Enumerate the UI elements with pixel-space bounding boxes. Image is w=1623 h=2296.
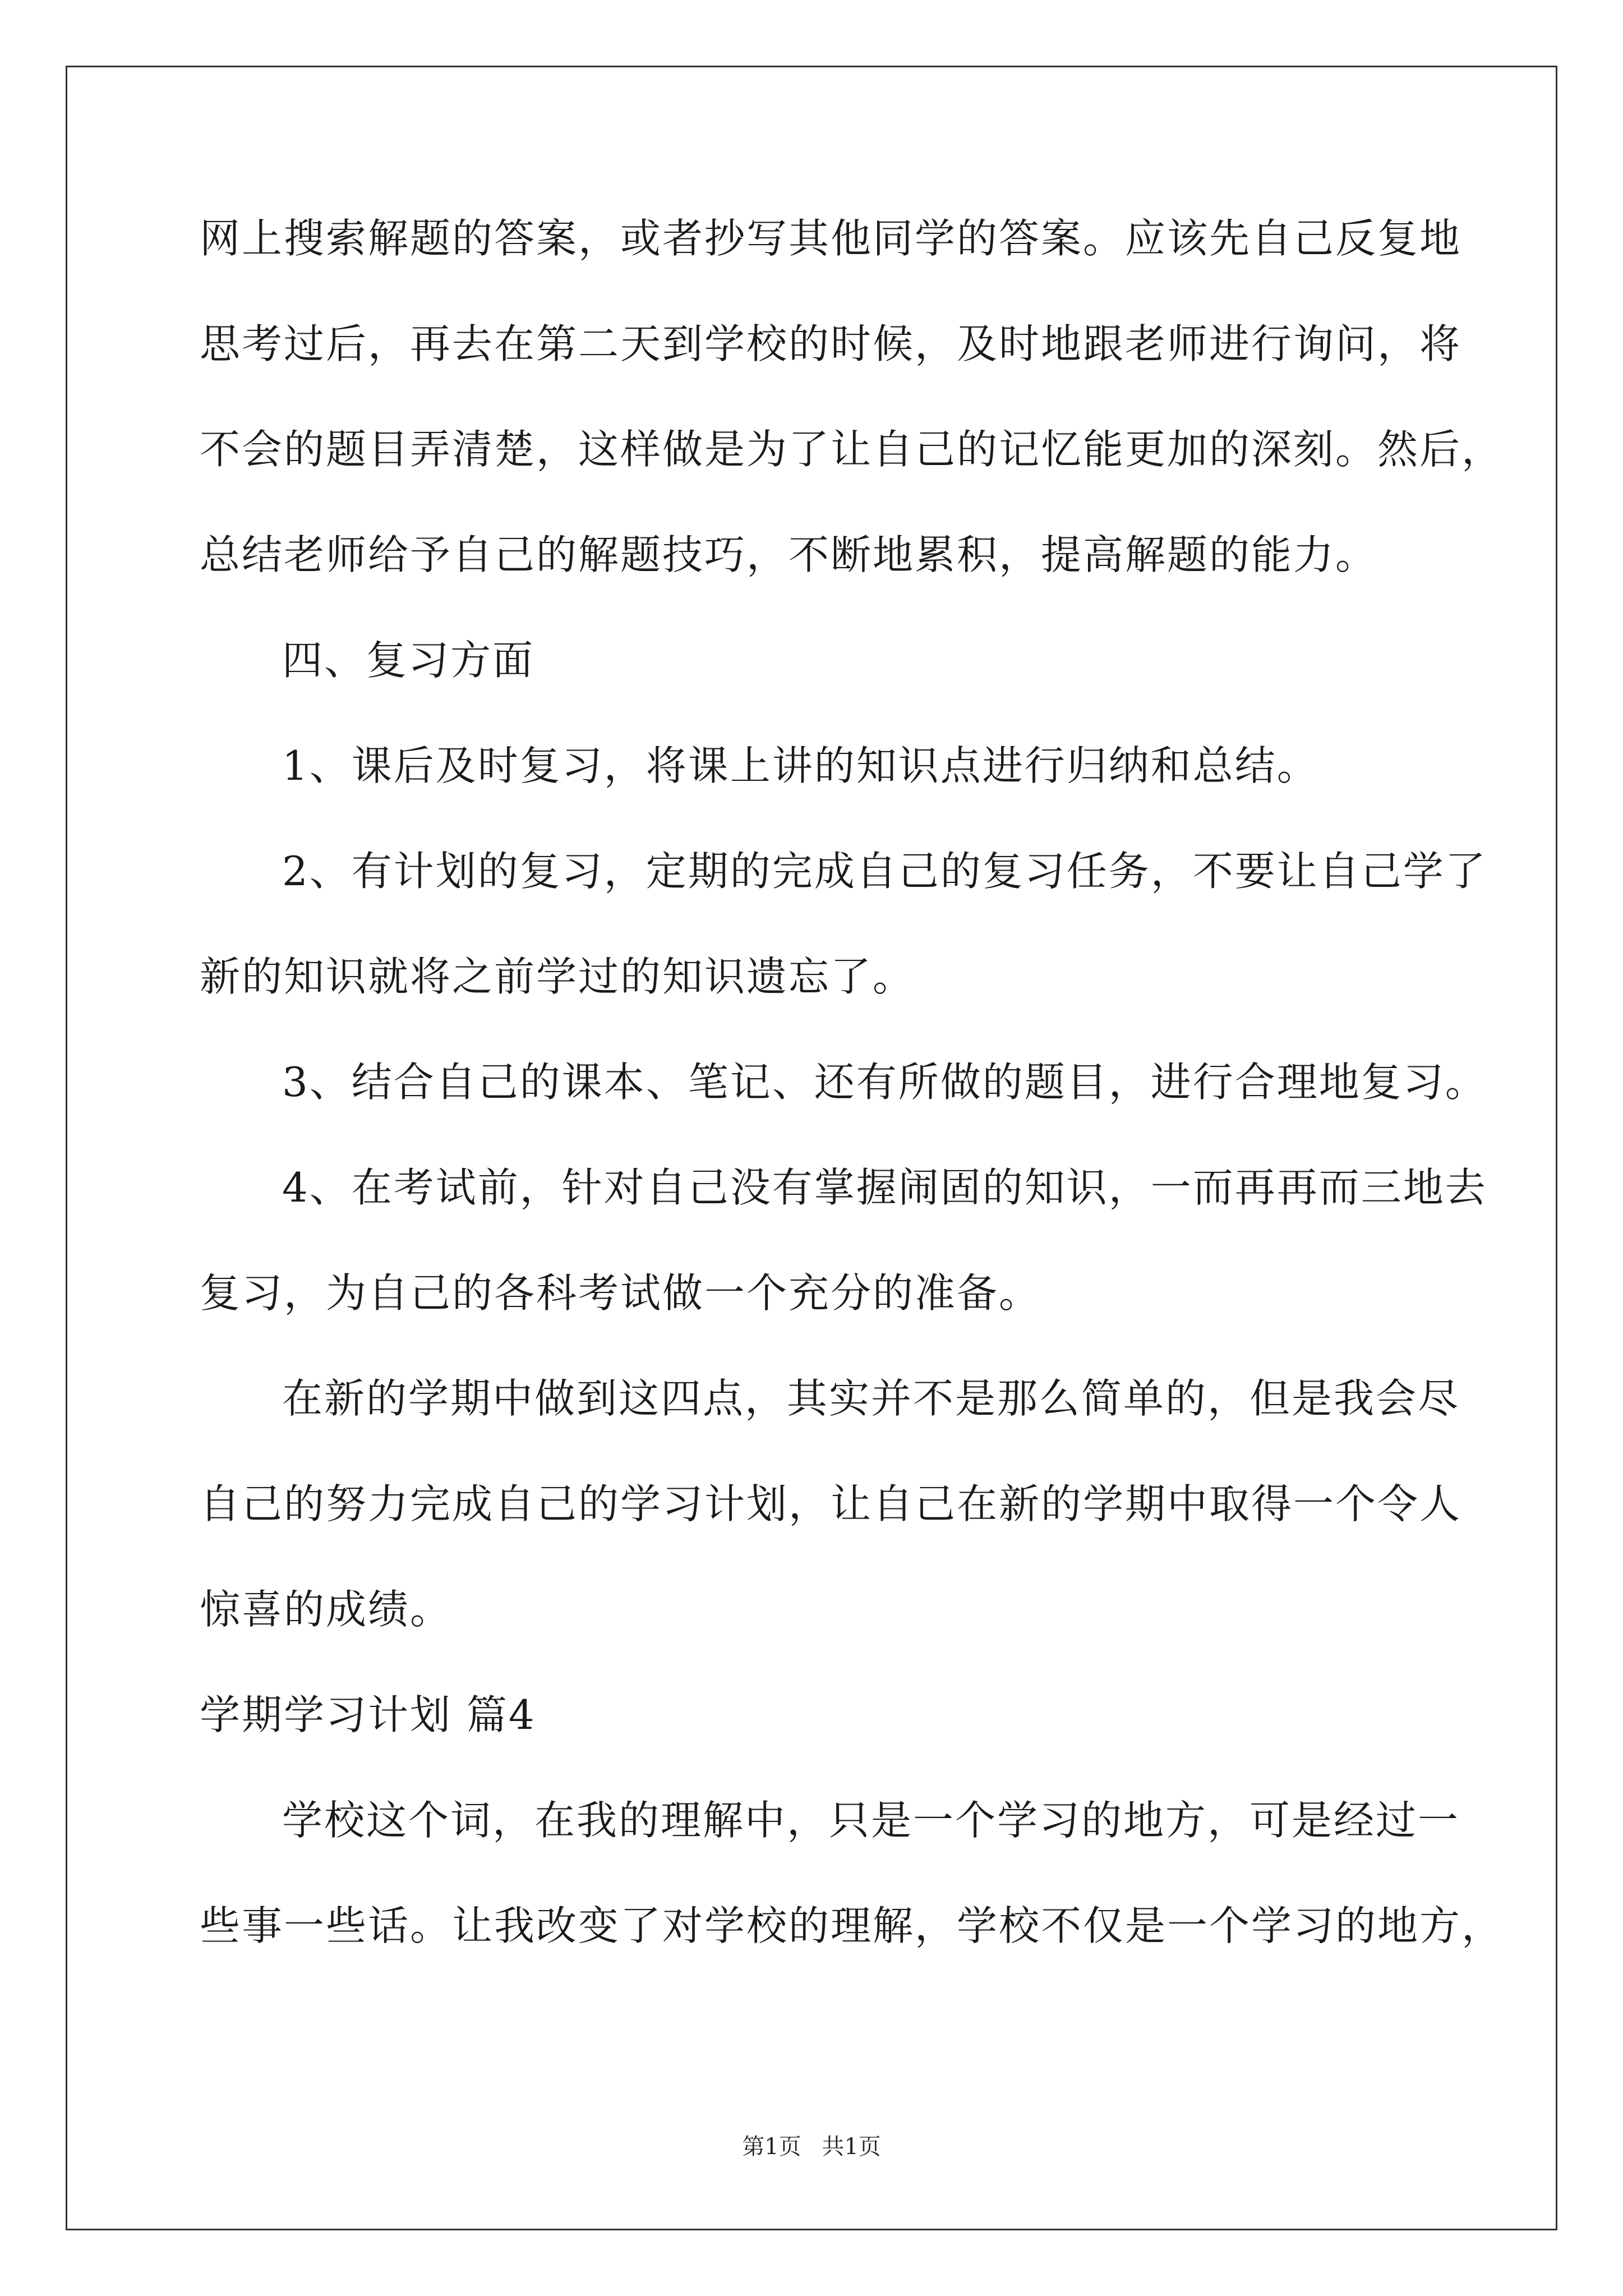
paragraph-line: 思考过后，再去在第二天到学校的时候，及时地跟老师进行询问，将 [200, 320, 1462, 367]
paragraph-line: 复习，为自己的各科考试做一个充分的准备。 [200, 1269, 1041, 1317]
section-heading: 四、复习方面 [282, 637, 535, 684]
paragraph-line: 惊喜的成绩。 [200, 1586, 453, 1633]
paragraph-line: 总结老师给予自己的解题技巧，不断地累积，提高解题的能力。 [200, 531, 1378, 578]
paragraph-line: 不会的题目弄清楚，这样做是为了让自己的记忆能更加的深刻。然后， [200, 426, 1504, 473]
list-item: 3、结合自己的课本、笔记、还有所做的题目，进行合理地复习。 [282, 1059, 1487, 1106]
list-item: 2、有计划的复习，定期的完成自己的复习任务，不要让自己学了 [282, 848, 1487, 895]
paragraph-line: 学校这个词，在我的理解中，只是一个学习的地方，可是经过一 [282, 1797, 1460, 1844]
paragraph-line: 新的知识就将之前学过的知识遗忘了。 [200, 953, 915, 1000]
page-total: 共1页 [822, 2134, 881, 2160]
article-title: 学期学习计划 篇4 [200, 1691, 536, 1738]
page-footer [0, 2129, 1623, 2161]
paragraph-line: 些事一些话。让我改变了对学校的理解，学校不仅是一个学习的地方， [200, 1902, 1504, 1949]
paragraph-line: 在新的学期中做到这四点，其实并不是那么简单的，但是我会尽 [282, 1375, 1460, 1422]
list-item: 1、课后及时复习，将课上讲的知识点进行归纳和总结。 [282, 742, 1319, 789]
paragraph-line: 网上搜索解题的答案，或者抄写其他同学的答案。应该先自己反复地 [200, 215, 1462, 262]
page-number: 第1页 [742, 2134, 801, 2160]
paragraph-line: 自己的努力完成自己的学习计划，让自己在新的学期中取得一个令人 [200, 1480, 1462, 1527]
list-item: 4、在考试前，针对自己没有掌握闹固的知识，一而再再而三地去 [282, 1164, 1487, 1211]
